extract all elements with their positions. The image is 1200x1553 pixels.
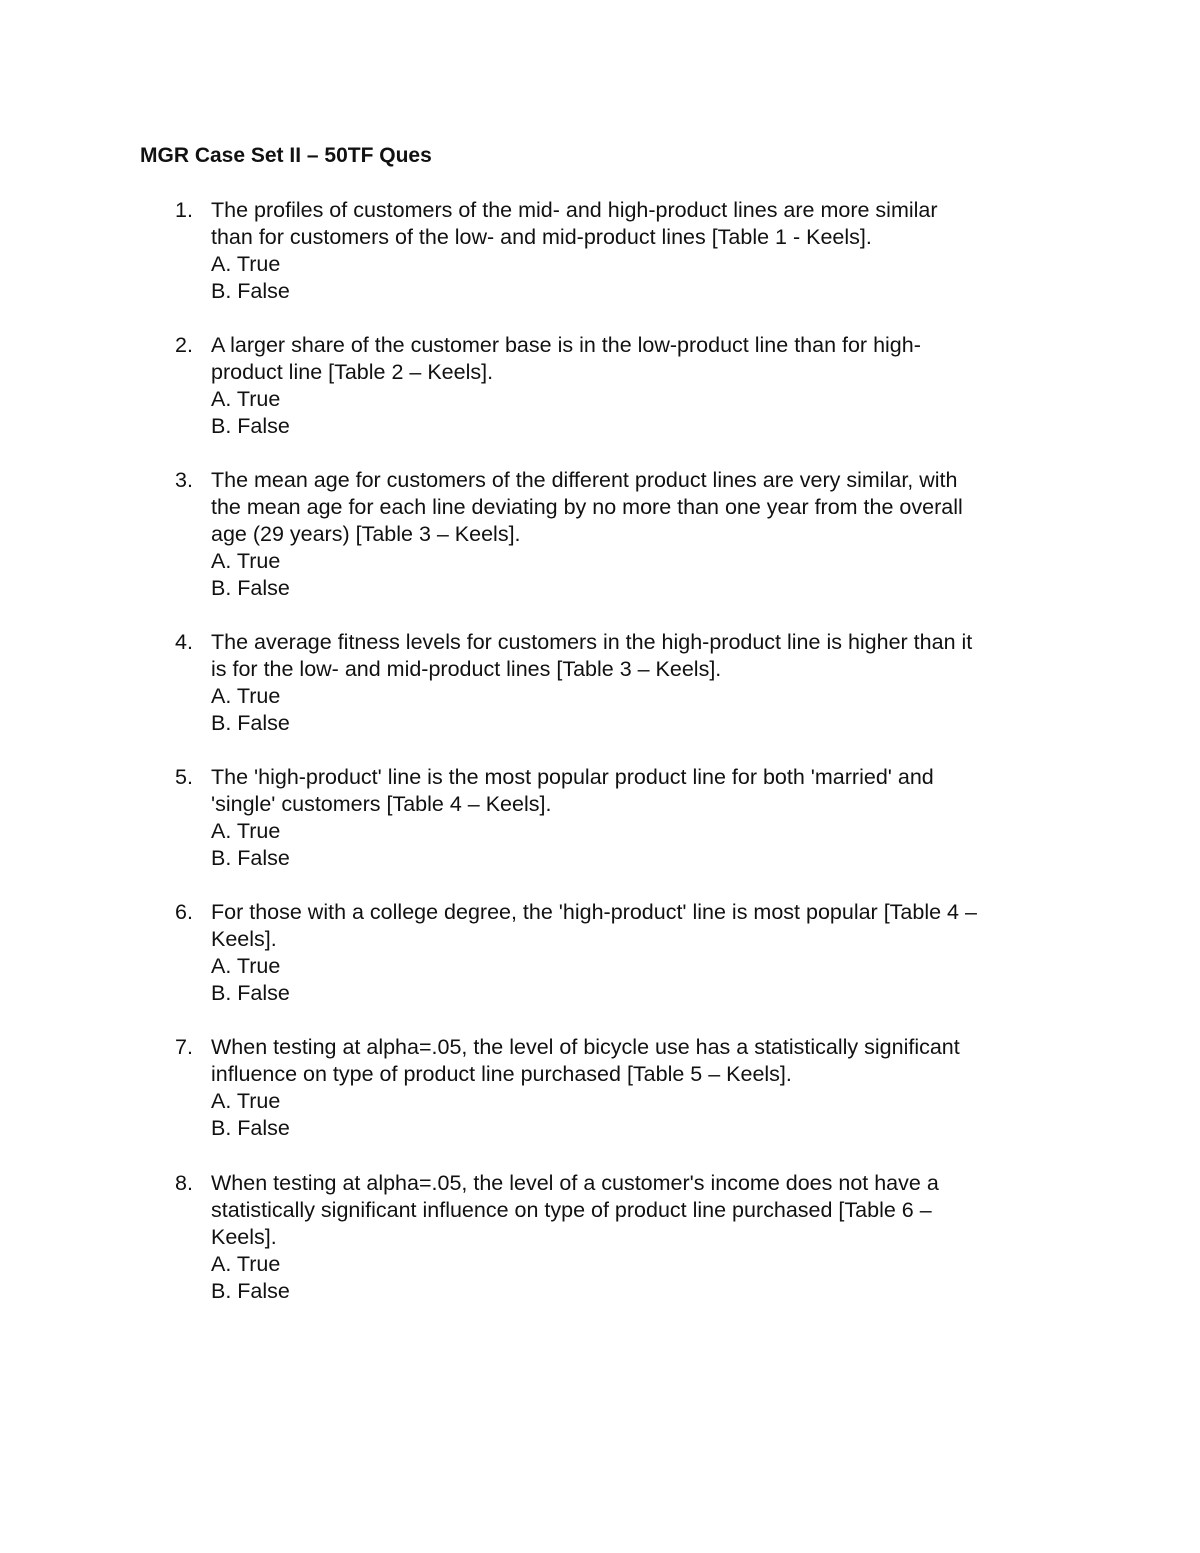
question-number: 5. (175, 765, 193, 789)
option-false: B. False (211, 711, 290, 735)
option-false: B. False (211, 414, 290, 438)
question-text-line: product line [Table 2 – Keels]. (211, 360, 494, 384)
question-text-line: When testing at alpha=.05, the level of bicycle use has a statistically significant (211, 1035, 960, 1059)
question-number: 2. (175, 333, 193, 357)
question-body (211, 467, 1071, 602)
question-text-line: The profiles of customers of the mid- and high-product lines are more similar (211, 198, 938, 222)
question-text-line: influence on type of product line purchased [Table 5 – Keels]. (211, 1062, 792, 1086)
option-true: A. True (211, 387, 281, 411)
question-body (211, 197, 1071, 305)
option-true: A. True (211, 1252, 281, 1276)
option-false: B. False (211, 846, 290, 870)
question-text-line: age (29 years) [Table 3 – Keels]. (211, 522, 521, 546)
option-false: B. False (211, 1116, 290, 1140)
question-text-line: The mean age for customers of the different product lines are very similar, with (211, 468, 958, 492)
question-text-line: than for customers of the low- and mid-product lines [Table 1 - Keels]. (211, 225, 872, 249)
question-body (211, 332, 1071, 440)
option-true: A. True (211, 1089, 281, 1113)
option-true: A. True (211, 954, 281, 978)
question-text-line: When testing at alpha=.05, the level of a customer's income does not have a (211, 1171, 939, 1195)
question-text-line: The 'high-product' line is the most popular product line for both 'married' and (211, 765, 934, 789)
question-text-line: Keels]. (211, 1225, 277, 1249)
question-body (211, 1170, 1071, 1305)
question-body (211, 899, 1071, 1007)
option-true: A. True (211, 684, 281, 708)
question-text-line: statistically significant influence on type of product line purchased [Table 6 – (211, 1198, 932, 1222)
question-number: 3. (175, 468, 193, 492)
option-false: B. False (211, 1279, 290, 1303)
option-true: A. True (211, 819, 281, 843)
question-text-line: The average fitness levels for customers in the high-product line is higher than it (211, 630, 973, 654)
question-body (211, 629, 1071, 737)
option-true: A. True (211, 252, 281, 276)
option-false: B. False (211, 981, 290, 1005)
question-number: 8. (175, 1171, 193, 1195)
question-number: 7. (175, 1035, 193, 1059)
question-body (211, 1034, 1071, 1142)
question-body (211, 764, 1071, 872)
option-false: B. False (211, 279, 290, 303)
option-true: A. True (211, 549, 281, 573)
question-number: 6. (175, 900, 193, 924)
question-text-line: 'single' customers [Table 4 – Keels]. (211, 792, 552, 816)
document-title: MGR Case Set II – 50TF Ques (140, 144, 432, 167)
question-number: 4. (175, 630, 193, 654)
question-text-line: is for the low- and mid-product lines [Table 3 – Keels]. (211, 657, 722, 681)
question-number: 1. (175, 198, 193, 222)
question-text-line: the mean age for each line deviating by no more than one year from the overall (211, 495, 963, 519)
question-text-line: Keels]. (211, 927, 277, 951)
question-text-line: For those with a college degree, the 'high-product' line is most popular [Table 4 – (211, 900, 977, 924)
question-text-line: A larger share of the customer base is in the low-product line than for high- (211, 333, 921, 357)
option-false: B. False (211, 576, 290, 600)
